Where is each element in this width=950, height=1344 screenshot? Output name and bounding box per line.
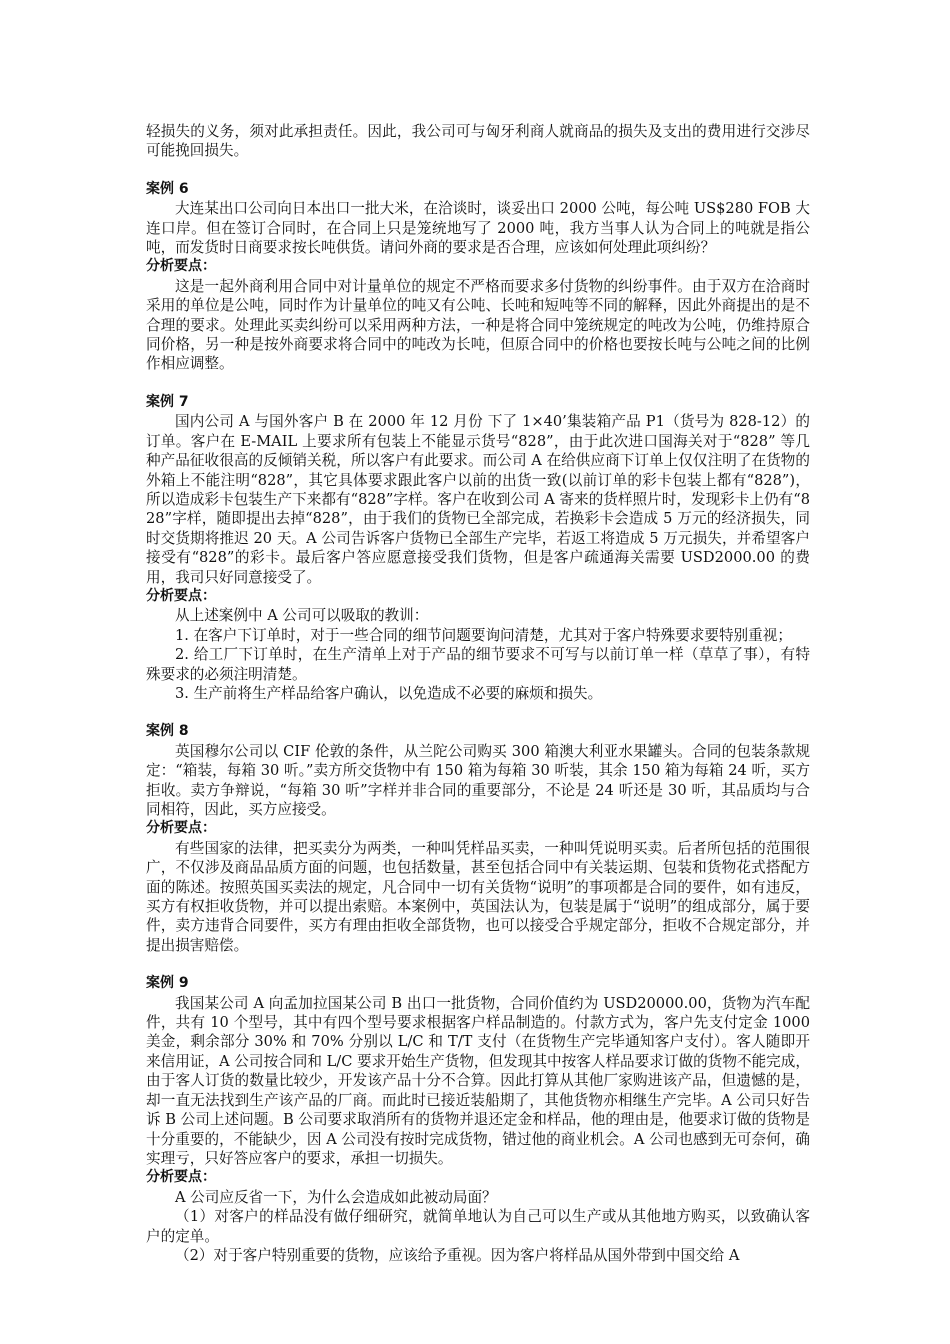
case-7-lesson-2: 2. 给工厂下订单时，在生产清单上对于产品的细节要求不可写与以前订单一样（草草了事），有特殊要求的必须注明清楚。 <box>146 646 810 683</box>
case-7-section <box>146 393 810 704</box>
case-6-body: 大连某出口公司向日本出口一批大米，在洽谈时，谈妥出口 2000 公吨，每公吨 US$280 FOB 大连口岸。但在签订合同时，在合同上只是笼统地写了 2000 吨，我方当事人认为合同上的吨就是指公吨，而发货时日商要求按长吨供货。请问外商的要求是否合理，应该如何处理此项纠纷？ <box>146 200 810 257</box>
case-9-analysis-intro: A 公司应反省一下，为什么会造成如此被动局面？ <box>175 1188 497 1206</box>
case-9-analysis-label: 分析要点： <box>146 1169 216 1186</box>
case-9-point-2: （2）对于客户特别重要的货物，应该给予重视。因为客户将样品从国外带到中国交给 A <box>175 1246 740 1264</box>
case-9-point-1: （1）对客户的样品没有做仔细研究，就简单地认为自己可以生产或从其他地方购买，以致确认客户的定单。 <box>146 1208 810 1245</box>
case-7-analysis-label: 分析要点： <box>146 587 216 604</box>
intro-paragraph: 轻损失的义务，须对此承担责任。因此，我公司可与匈牙利商人就商品的损失及支出的费用进行交涉尽可能挽回损失。 <box>146 123 810 160</box>
case-6-title: 案例 6 <box>146 180 189 197</box>
case-8-analysis: 有些国家的法律，把买卖分为两类，一种叫凭样品买卖，一种叫凭说明买卖。后者所包括的范围很广，不仅涉及商品品质方面的问题，也包括数量，甚至包括合同中有关装运期、包装和货物花式搭配方面的陈述。按照英国买卖法的规定，凡合同中一切有关货物“说明”的事项都是合同的要件，如有违反，买方有权拒收货物，并可以提出索赔。本案例中，英国法认为，包装是属于“说明”的组成部分，属于要件，卖方违背合同要件，买方有理由拒收全部货物，也可以接受合乎规定部分，拒收不合规定部分，并提出损害赔偿。 <box>146 839 810 954</box>
case-7-title: 案例 7 <box>146 393 189 410</box>
case-9-section <box>146 974 810 1265</box>
case-8-title: 案例 8 <box>146 723 189 740</box>
case-7-analysis-intro: 从上述案例中 A 公司可以吸取的教训： <box>175 607 429 625</box>
document-page <box>146 122 810 1265</box>
case-9-body: 我国某公司 A 向孟加拉国某公司 B 出口一批货物，合同价值约为 USD20000.00，货物为汽车配件，共有 10 个型号，其中有四个型号要求根据客户样品制造的。付款方式为，客户先支付定金 1000 美金，剩余部分 30% 和 70% 分别以 L/C 和 T/T 支付（在货物生产完毕通知客户支付）。客人随即开来信用证，A 公司按合同和 L/C 要求开始生产货物，但发现其中按客人样品要求订做的货物不能完成，由于客人订货的数量比较少，开发该产品十分不合算。因此打算从其他厂家购进该产品，但遗憾的是，却一直无法找到生产该产品的厂商。而此时已接近装船期了，其他货物亦相继生产完毕。A 公司只好告诉 B 公司上述问题。B 公司要求取消所有的货物并退还定金和样品，他的理由是，他要求订做的货物是十分重要的，不能缺少，因 A 公司没有按时完成货物，错过他的商业机会。A 公司也感到无可奈何，确实理亏，只好答应客户的要求，承担一切损失。 <box>146 994 810 1167</box>
case-7-lesson-3: 3. 生产前将生产样品给客户确认，以免造成不必要的麻烦和损失。 <box>175 684 603 702</box>
case-8-section <box>146 722 810 955</box>
case-8-analysis-label: 分析要点： <box>146 820 216 837</box>
case-8-body: 英国穆尔公司以 CIF 伦敦的条件，从兰陀公司购买 300 箱澳大利亚水果罐头。合同的包装条款规定：“箱装，每箱 30 听。”卖方所交货物中有 150 箱为每箱 30 听装，其余 150 箱为每箱 24 听，买方拒收。卖方争辩说，“每箱 30 听”字样并非合同的重要部分，不论是 24 听还是 30 听，其品质均与合同相符，因此，买方应接受。 <box>146 742 810 818</box>
case-6-section <box>146 180 810 374</box>
case-6-analysis: 这是一起外商利用合同中对计量单位的规定不严格而要求多付货物的纠纷事件。由于双方在洽商时采用的单位是公吨，同时作为计量单位的吨又有公吨、长吨和短吨等不同的解释，因此外商提出的是不合理的要求。处理此买卖纠纷可以采用两种方法，一种是将合同中笼统规定的吨改为公吨，仍维持原合同价格，另一种是按外商要求将合同中的吨改为长吨，但原合同中的价格也要按长吨与公吨之间的比例作相应调整。 <box>146 277 810 373</box>
case-6-analysis-label: 分析要点： <box>146 258 216 275</box>
case-7-lesson-1: 1. 在客户下订单时，对于一些合同的细节问题要询问清楚，尤其对于客户特殊要求要特别重视； <box>175 626 792 644</box>
case-7-body: 国内公司 A 与国外客户 B 在 2000 年 12 月份 下了 1×40’集装箱产品 P1（货号为 828-12）的订单。客户在 E-MAIL 上要求所有包装上不能显示货号“828”，由于此次进口国海关对于“828” 等几种产品征收很高的反倾销关税，所以客户有此要求。而公司 A 在给供应商下订单上仅仅注明了在货物的外箱上不能注明“828”，其它具体要求跟此客户以前的出货一致(以前订单的彩卡包装上都有“828”)，所以造成彩卡包装生产下来都有“828”字样。客户在收到公司 A 寄来的货样照片时，发现彩卡上仍有“828”字样，随即提出去掉“828”，由于我们的货物已全部完成，若换彩卡会造成 5 万元的经济损失，同时交货期将推迟 20 天。A 公司告诉客户货物已全部生产完毕，若返工将造成 5 万元损失，并希望客户接受有“828”的彩卡。最后客户答应愿意接受我们货物，但是客户疏通海关需要 USD2000.00 的费用，我司只好同意接受了。 <box>146 413 810 586</box>
case-9-title: 案例 9 <box>146 975 189 992</box>
